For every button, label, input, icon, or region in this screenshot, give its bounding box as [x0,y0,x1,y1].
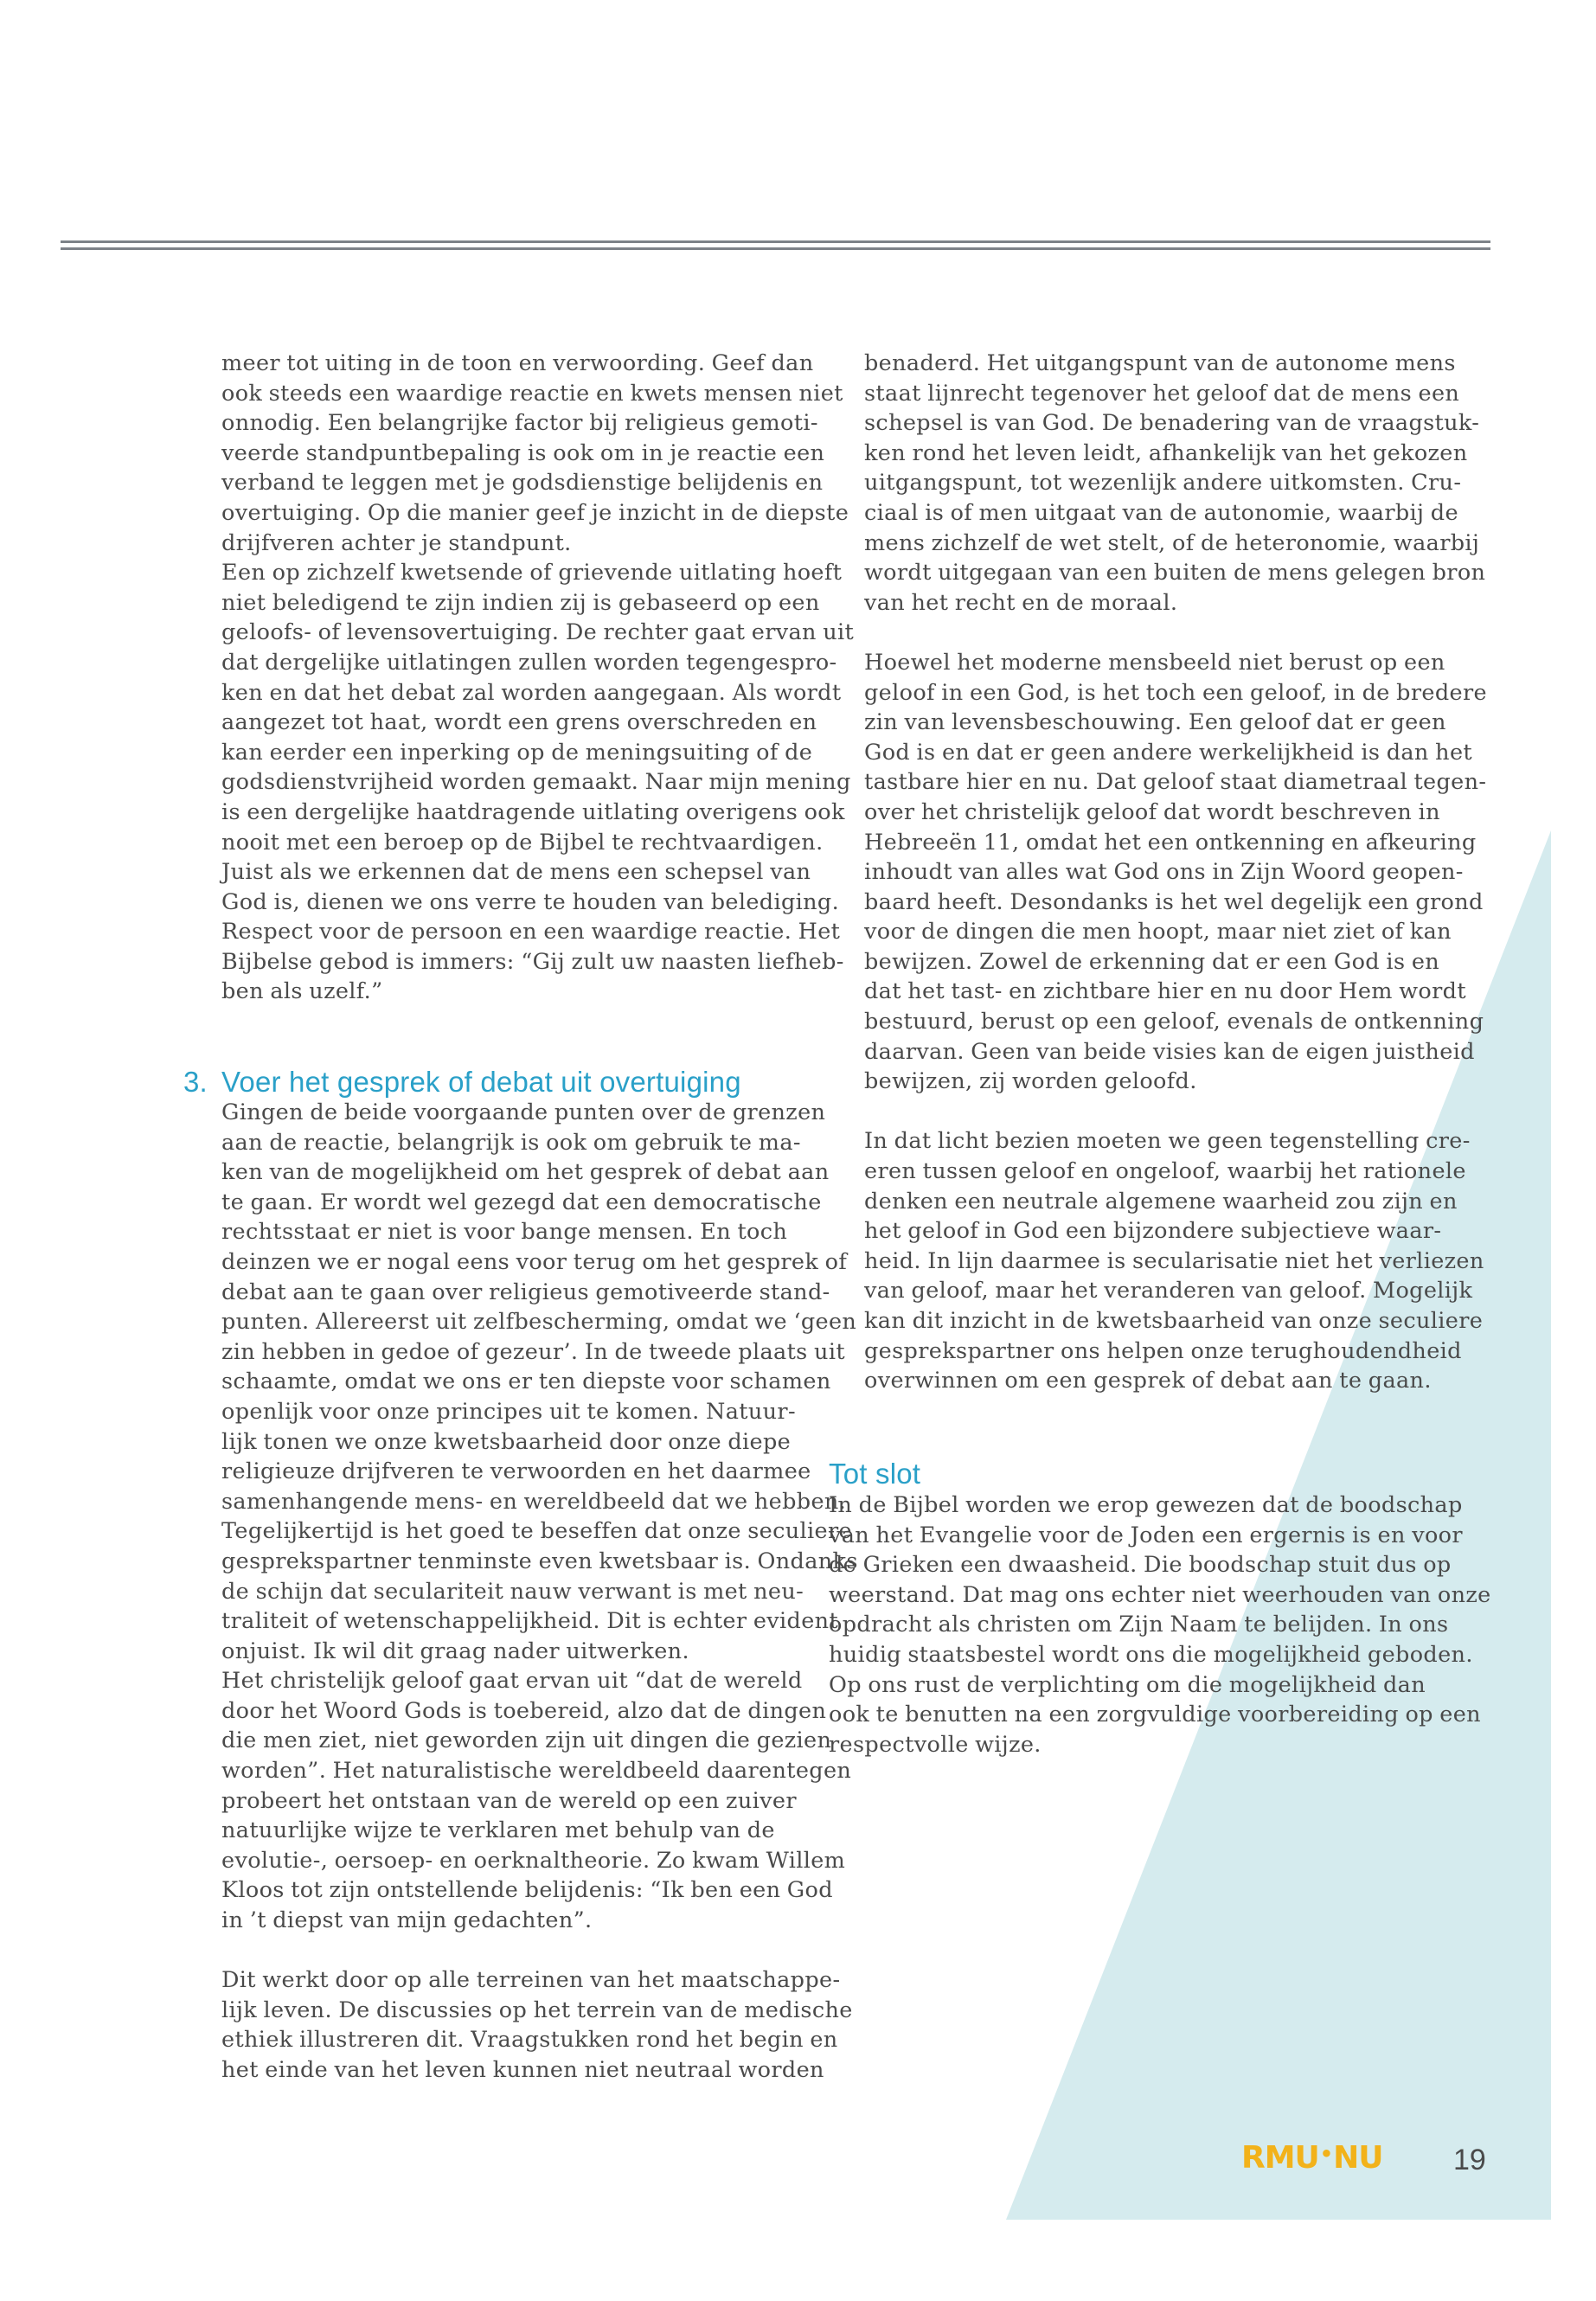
text-line: ken en dat het debat zal worden aangegaan. Als wordt [221,679,842,706]
text-line: In dat licht bezien moeten we geen tegenstelling cre- [864,1128,1471,1155]
text-line: ook steeds een waardige reactie en kwets mensen niet [221,380,843,407]
text-line: opdracht als christen om Zijn Naam te belijden. In ons [829,1612,1449,1638]
right-column [864,349,1487,1396]
text-line: Tegelijkertijd is het goed te beseffen dat onze seculiere [221,1518,852,1545]
logo-part-nu: NU [1333,2140,1383,2176]
text-line: Hoewel het moderne mensbeeld niet berust op een [864,649,1445,676]
text-line: huidig staatsbestel wordt ons die mogelijkheid geboden. [829,1641,1473,1668]
text-line: zin hebben in gedoe of gezeur’. In de tweede plaats uit [221,1338,845,1365]
text-line: veerde standpuntbepaling is ook om in je reactie een [221,439,825,466]
text-line: geloofs- of levensovertuiging. De rechter gaat ervan uit [221,619,855,646]
text-line: Een op zichzelf kwetsende of grievende uitlating hoeft [221,560,843,586]
logo-dot: • [1319,2142,1333,2166]
text-line: over het christelijk geloof dat wordt beschreven in [864,798,1440,825]
text-line: het geloof in God een bijzondere subjectieve waar- [864,1218,1442,1245]
section-title: Voer het gesprek of debat uit overtuiging [221,1066,741,1098]
text-line: eren tussen geloof en ongeloof, waarbij het rationele [864,1158,1466,1185]
text-line: ken van de mogelijkheid om het gesprek of debat aan [221,1159,830,1186]
paragraph-gap [864,1097,1487,1127]
text-line: te gaan. Er wordt wel gezegd dat een democratische [221,1189,822,1215]
text-line: gesprekspartner tenminste even kwetsbaar is. Ondanks [221,1548,858,1574]
text-line: Het christelijk geloof gaat ervan uit “dat de wereld [221,1668,803,1695]
text-line: openlijk voor onze principes uit te komen. Natuur- [221,1398,796,1425]
text-line: geloof in een God, is het toch een geloof, in de bredere [864,679,1487,706]
text-line: punten. Allereerst uit zelfbescherming, omdat we ‘geen [221,1309,857,1336]
text-line: overtuiging. Op die manier geef je inzicht in de diepste [221,499,849,526]
section-3-heading [183,1066,741,1099]
text-line: worden”. Het naturalistische wereldbeeld daarentegen [221,1758,852,1785]
text-line: probeert het ontstaan van de wereld op een zuiver [221,1787,797,1814]
text-line: ethiek illustreren dit. Vraagstukken rond het begin en [221,2027,838,2054]
text-line: heid. In lijn daarmee is secularisatie niet het verliezen [864,1247,1484,1274]
text-line: schepsel is van God. De benadering van de vraagstuk- [864,410,1480,437]
text-line: lijk leven. De discussies op het terrein van de medische [221,1997,853,2023]
text-line: Juist als we erkennen dat de mens een schepsel van [221,859,811,886]
text-line: lijk tonen we onze kwetsbaarheid door onze diepe [221,1428,792,1455]
text-line: samenhangende mens- en wereldbeeld dat we hebben. [221,1488,847,1515]
tot-slot-body [829,1490,1491,1759]
text-line: die men ziet, niet geworden zijn uit dingen die gezien [221,1727,832,1754]
text-line: nooit met een beroep op de Bijbel te rechtvaardigen. [221,829,824,856]
text-line: schaamte, omdat we ons er ten diepste voor schamen [221,1368,831,1395]
text-line: bewijzen. Zowel de erkenning dat er een God is en [864,948,1440,975]
text-line: kan eerder een inperking op de meningsuiting of de [221,739,813,766]
text-line: verband te leggen met je godsdienstige belijdenis en [221,470,824,497]
text-line: de schijn dat seculariteit nauw verwant is met neu- [221,1578,804,1605]
text-line: Dit werkt door op alle terreinen van het maatschappe- [221,1967,841,1994]
text-line: meer tot uiting in de toon en verwoording. Geef dan [221,350,814,376]
text-line: ben als uzelf.” [221,978,383,1005]
text-line: In de Bijbel worden we erop gewezen dat de boodschap [829,1492,1463,1518]
text-line: denken een neutrale algemene waarheid zou zijn en [864,1188,1458,1215]
text-line: van het Evangelie voor de Joden een ergernis is en voor [829,1522,1463,1548]
text-line: mens zichzelf de wet stelt, of de heteronomie, waarbij [864,529,1480,556]
text-line: Op ons rust de verplichting om die mogelijkheid dan [829,1671,1426,1698]
tot-slot-heading: Tot slot [829,1458,921,1490]
text-line: debat aan te gaan over religieus gemotiveerde stand- [221,1279,830,1305]
rule-line [61,247,1490,250]
text-line: respectvolle wijze. [829,1731,1042,1758]
text-line: weerstand. Dat mag ons echter niet weerhouden van onze [829,1581,1491,1608]
text-line: God is en dat er geen andere werkelijkheid is dan het [864,739,1472,766]
text-line: van het recht en de moraal. [864,589,1178,616]
paragraph-gap [864,618,1487,648]
text-line: de Grieken een dwaasheid. Die boodschap stuit dus op [829,1552,1452,1579]
text-line: ook te benutten na een zorgvuldige voorbereiding op een [829,1702,1481,1728]
text-line: benaderd. Het uitgangspunt van de autonome mens [864,350,1456,376]
text-line: Hebreeën 11, omdat het een ontkenning en afkeuring [864,829,1477,856]
text-line: Kloos tot zijn ontstellende belijdenis: “Ik ben een God [221,1877,833,1904]
section-3-body [221,1098,858,2086]
text-line: baard heeft. Desondanks is het wel degelijk een grond [864,888,1484,915]
text-line: drijfveren achter je standpunt. [221,529,572,556]
text-line: voor de dingen die men hoopt, maar niet ziet of kan [864,919,1452,945]
text-line: kan dit inzicht in de kwetsbaarheid van onze seculiere [864,1308,1484,1334]
text-line: religieuze drijfveren te verwoorden en het daarmee [221,1458,811,1485]
text-line: overwinnen om een gesprek of debat aan te gaan. [864,1368,1432,1394]
text-line: dat dergelijke uitlatingen zullen worden tegengespro- [221,649,837,676]
header-double-rule [61,240,1490,254]
text-line: evolutie-, oersoep- en oerknaltheorie. Zo kwam Willem [221,1847,846,1874]
text-line: is een dergelijke haatdragende uitlating overigens ook [221,798,845,825]
text-line: dat het tast- en zichtbare hier en nu door Hem wordt [864,978,1466,1005]
section-number: 3. [183,1066,208,1098]
text-line: Gingen de beide voorgaande punten over de grenzen [221,1099,826,1125]
text-line: inhoudt van alles wat God ons in Zijn Woord geopen- [864,859,1464,886]
text-line: het einde van het leven kunnen niet neutraal worden [221,2057,824,2083]
text-line: godsdienstvrijheid worden gemaakt. Naar mijn mening [221,769,851,796]
text-line: onnodig. Een belangrijke factor bij religieus gemoti- [221,410,818,437]
text-line: niet beledigend te zijn indien zij is gebaseerd op een [221,589,820,616]
rmu-nu-logo [1241,2140,1383,2176]
text-line: deinzen we er nogal eens voor terug om het gesprek of [221,1248,848,1275]
text-line: door het Woord Gods is toebereid, alzo dat de dingen [221,1697,827,1724]
text-line: gesprekspartner ons helpen onze terughoudendheid [864,1337,1462,1364]
text-line: God is, dienen we ons verre te houden van belediging. [221,888,840,915]
page-number: 19 [1453,2144,1486,2176]
text-line: daarvan. Geen van beide visies kan de eigen juistheid [864,1038,1475,1065]
text-line: Bijbelse gebod is immers: “Gij zult uw naasten liefheb- [221,948,844,975]
text-line: uitgangspunt, tot wezenlijk andere uitkomsten. Cru- [864,470,1462,497]
text-line: natuurlijke wijze te verklaren met behulp van de [221,1817,775,1844]
text-line: tastbare hier en nu. Dat geloof staat diametraal tegen- [864,769,1487,796]
text-line: bestuurd, berust op een geloof, evenals de ontkenning [864,1009,1484,1035]
text-line: rechtsstaat er niet is voor bange mensen. En toch [221,1219,788,1246]
text-line: aan de reactie, belangrijk is ook om gebruik te ma- [221,1129,801,1156]
text-line: onjuist. Ik wil dit graag nader uitwerken. [221,1638,689,1664]
text-line: traliteit of wetenschappelijkheid. Dit is echter evident [221,1608,839,1635]
text-line: in ’t diepst van mijn gedachten”. [221,1907,593,1934]
text-line: zin van levensbeschouwing. Een geloof dat er geen [864,709,1446,736]
paragraph-gap [221,1936,858,1966]
text-line: bewijzen, zij worden geloofd. [864,1068,1197,1095]
text-line: wordt uitgegaan van een buiten de mens gelegen bron [864,560,1486,586]
rule-line [61,240,1490,243]
text-line: staat lijnrecht tegenover het geloof dat de mens een [864,380,1460,407]
left-column [221,349,854,1007]
text-line: aangezet tot haat, wordt een grens overschreden en [221,709,817,736]
logo-part-rmu: RMU [1241,2140,1319,2176]
text-line: van geloof, maar het veranderen van geloof. Mogelijk [864,1278,1473,1304]
text-line: Respect voor de persoon en een waardige reactie. Het [221,919,841,945]
text-line: ciaal is of men uitgaat van de autonomie, waarbij de [864,499,1458,526]
text-line: ken rond het leven leidt, afhankelijk van het gekozen [864,439,1468,466]
